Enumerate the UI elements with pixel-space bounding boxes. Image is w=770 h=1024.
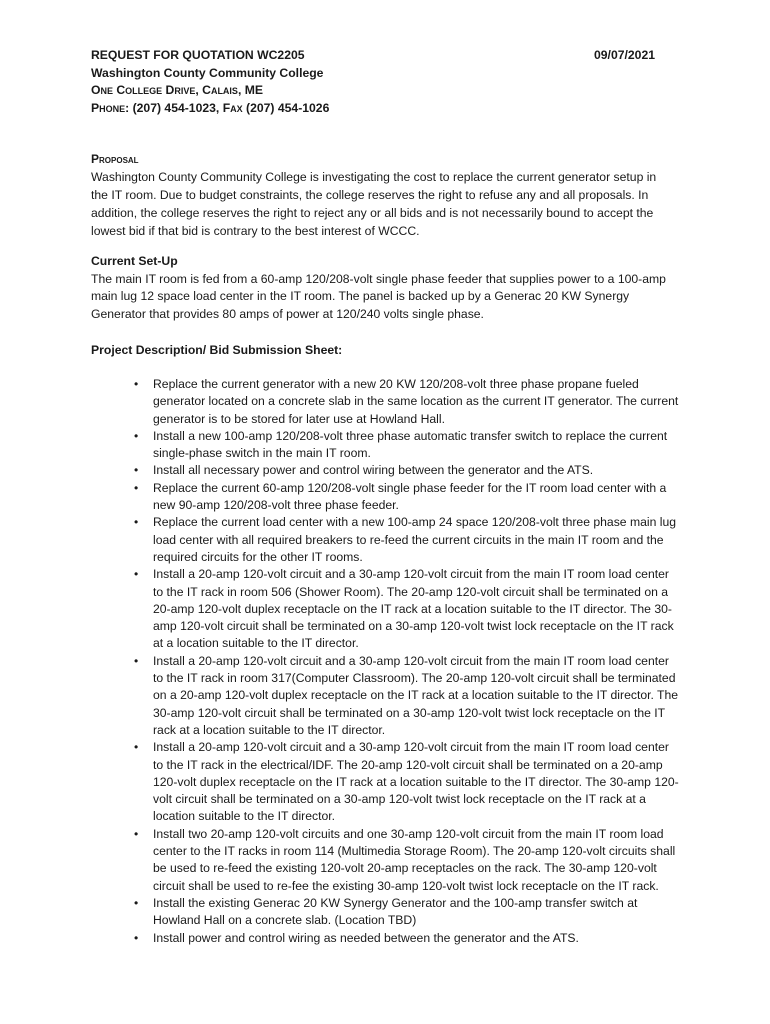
list-item-text: Install a new 100-amp 120/208-volt three phase automatic transfer switch to replace the current single-phase switch in the main IT room.	[153, 428, 668, 461]
list-item	[130, 376, 680, 428]
current-setup-heading: Current Set-Up	[91, 254, 178, 268]
bullet-icon: •	[134, 895, 139, 910]
list-item	[130, 930, 680, 947]
list-item-text: Replace the current load center with a new 100-amp 24 space 120/208-volt three phase main lug load center with all required breakers to re-feed the current circuits in the main IT room and the required circuits for the other IT rooms.	[153, 515, 677, 564]
list-item	[130, 428, 680, 463]
list-item	[130, 566, 680, 652]
list-item	[130, 653, 680, 739]
college-address: One College Drive, Calais, ME	[91, 83, 263, 97]
list-item	[130, 480, 680, 515]
list-item	[130, 462, 680, 479]
list-item-text: Replace the current generator with a new 20 KW 120/208-volt three phase propane fueled generator located on a concrete slab in the same location as the current IT generator. The current generator is to be stored for later use at Howland Hall.	[153, 377, 679, 426]
bullet-icon: •	[134, 377, 139, 391]
bullet-icon: •	[134, 480, 139, 495]
bullet-icon: •	[134, 515, 139, 530]
bullet-icon: •	[134, 826, 139, 841]
proposal-heading: Proposal	[91, 152, 139, 166]
rfq-date: 09/07/2021	[594, 48, 655, 62]
bullet-icon: •	[134, 653, 139, 668]
bullet-icon: •	[134, 463, 139, 478]
header-title-row	[91, 47, 655, 65]
college-name: Washington County Community College	[91, 65, 324, 80]
bullet-icon: •	[134, 567, 139, 582]
proposal-section	[91, 150, 673, 240]
college-phone-fax: Phone: (207) 454-1023, Fax (207) 454-1026	[91, 100, 330, 115]
rfq-title: REQUEST FOR QUOTATION WC2205	[91, 48, 305, 62]
bullet-icon: •	[134, 930, 139, 945]
list-item	[130, 739, 680, 825]
current-setup-text: The main IT room is fed from a 60-amp 120/208-volt single phase feeder that supplies power to a 100-amp main lug 12 space load center in the IT room. The panel is backed up by a Generac 20 KW Synergy Generator that provides 80 amps of power at 120/240 volts single phase.	[91, 271, 666, 321]
project-section	[91, 341, 673, 359]
list-item-text: Install two 20-amp 120-volt circuits and one 30-amp 120-volt circuit from the main IT room load center to the IT racks in room 114 (Multimedia Storage Room). The 20-amp 120-volt circuits shall be used to re-feed the existing 120-volt 20-amp receptacles on the rack. The 30-amp 120-volt circuit shall be used to re-fee the existing 30-amp 120-volt twist lock receptacle on the IT rack.	[153, 826, 676, 893]
current-setup-section	[91, 253, 673, 323]
list-item-text: Install a 20-amp 120-volt circuit and a 30-amp 120-volt circuit from the main IT room load center to the IT rack in room 506 (Shower Room). The 20-amp 120-volt circuit shall be terminated on a 20-amp 120-volt duplex receptacle on the IT rack at a location suitable to the IT director. The 30-amp 120-volt circuit shall be terminated on a 30-amp 120-volt twist lock receptacle on the IT rack at a location suitable to the IT director.	[153, 567, 674, 651]
list-item-text: Install the existing Generac 20 KW Synergy Generator and the 100-amp transfer switch at Howland Hall on a concrete slab. (Location TBD)	[153, 895, 638, 928]
document-header	[91, 47, 655, 117]
list-item	[130, 514, 680, 566]
project-heading: Project Description/ Bid Submission Sheet:	[91, 343, 343, 357]
project-item-list	[130, 376, 680, 947]
list-item-text: Install all necessary power and control wiring between the generator and the ATS.	[153, 463, 594, 478]
bullet-icon: •	[134, 428, 139, 443]
bullet-icon: •	[134, 740, 139, 755]
list-item-text: Replace the current 60-amp 120/208-volt single phase feeder for the IT room load center with a new 90-amp 120/208-volt three phase feeder.	[153, 480, 667, 513]
list-item-text: Install a 20-amp 120-volt circuit and a 30-amp 120-volt circuit from the main IT room load center to the IT rack in room 317(Computer Classroom). The 20-amp 120-volt circuit shall be terminated on a 20-amp 120-volt duplex receptacle on the IT rack at a location suitable to the IT director. The 30-amp 120-volt circuit shall be terminated on a 30-amp 120-volt twist lock receptacle on the IT rack at a location suitable to the IT director.	[153, 653, 679, 737]
list-item	[130, 895, 680, 930]
list-item-text: Install a 20-amp 120-volt circuit and a 30-amp 120-volt circuit from the main IT room load center to the IT rack in the electrical/IDF. The 20-amp 120-volt circuit shall be terminated on a 20-amp 120-volt duplex receptacle on the IT rack at a location suitable to the IT director. The 30-amp 120-volt circuit shall be terminated on a 30-amp 120-volt twist lock receptacle on the IT rack at a location suitable to the IT director.	[153, 740, 679, 824]
proposal-text: Washington County Community College is investigating the cost to replace the current generator setup in the IT room. Due to budget constraints, the college reserves the right to refuse any and all proposals. In addition, the college reserves the right to reject any or all bids and is not necessarily bound to accept the lowest bid if that bid is contrary to the best interest of WCCC.	[91, 170, 657, 238]
list-item-text: Install power and control wiring as needed between the generator and the ATS.	[153, 930, 579, 945]
list-item	[130, 826, 680, 895]
